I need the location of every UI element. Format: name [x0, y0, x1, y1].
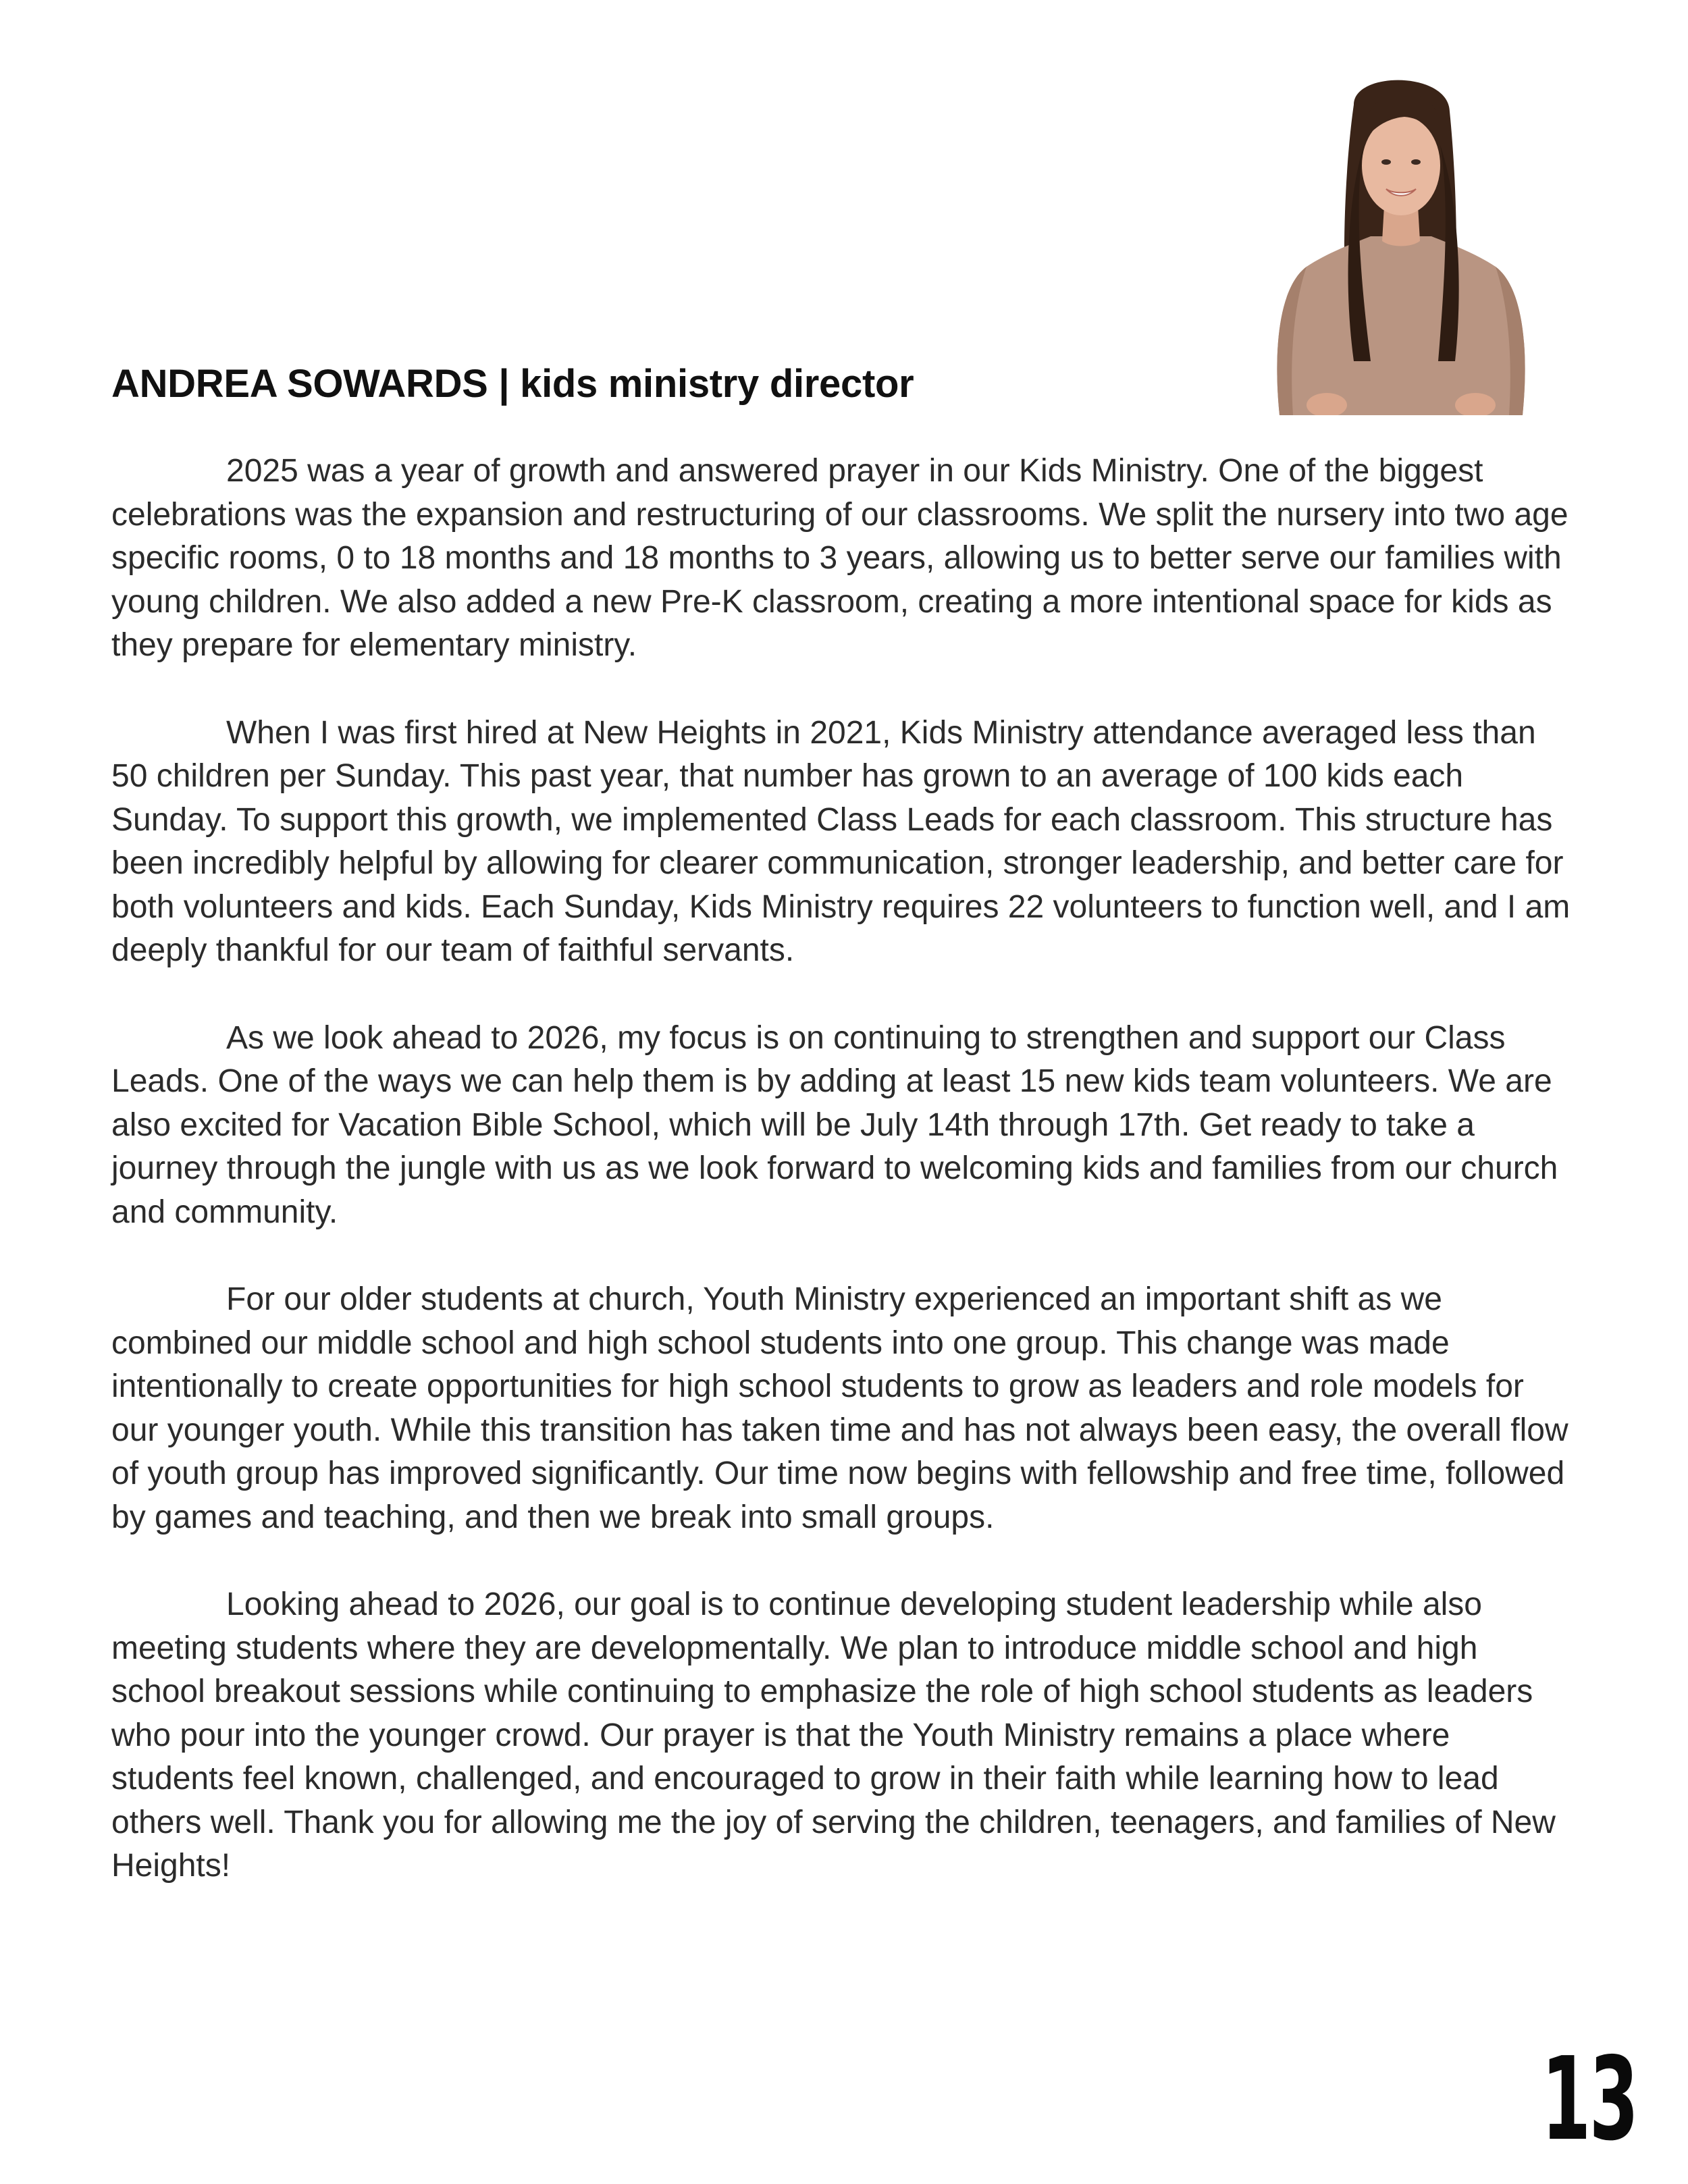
paragraph-4: For our older students at church, Youth Ministry experienced an important shift as we combined our middle school and high school students into one group. This change was made intentionally to create opportunities for high school students to grow as leaders and role models for our younger youth. While this transition has taken time and has not always been easy, the overall flow of youth group has improved significantly. Our time now begins with fellowship and free time, followed by games and teaching, and then we break into small groups.: [111, 1281, 1568, 1535]
staff-portrait-photo: [1252, 64, 1550, 415]
page-number: 13: [1541, 2033, 1637, 2166]
portrait-illustration: [1252, 64, 1550, 415]
paragraph-2: When I was first hired at New Heights in 2021, Kids Ministry attendance averaged less than 50 children per Sunday. This past year, that number has grown to an average of 100 kids each Sunday. To support this growth, we implemented Class Leads for each classroom. This structure has been incredibly helpful by allowing for clearer communication, stronger leadership, and better care for both volunteers and kids. Each Sunday, Kids Ministry requires 22 volunteers to function well, and I am deeply thankful for our team of faithful servants.: [111, 714, 1571, 968]
page-title: ANDREA SOWARDS | kids ministry director: [111, 362, 914, 406]
paragraph-1: 2025 was a year of growth and answered prayer in our Kids Ministry. One of the biggest celebrations was the expansion and restructuring of our classrooms. We split the nursery into two age specific rooms, 0 to 18 months and 18 months to 3 years, allowing us to better serve our families with young children. We also added a new Pre-K classroom, creating a more intentional space for kids as they prepare for elementary ministry.: [111, 453, 1568, 663]
article-body: [111, 450, 1577, 1932]
paragraph-5: Looking ahead to 2026, our goal is to continue developing student leadership while also meeting students where they are developmentally. We plan to introduce middle school and high school breakout sessions while continuing to emphasize the role of high school students as leaders who pour into the younger crowd. Our prayer is that the Youth Ministry remains a place where students feel known, challenged, and encouraged to grow in their faith while learning how to lead others well. Thank you for allowing me the joy of serving the children, teenagers, and families of New Heights!: [111, 1587, 1556, 1884]
paragraph-3: As we look ahead to 2026, my focus is on continuing to strengthen and support our Class Leads. One of the ways we can help them is by adding at least 15 new kids team volunteers. We are also excited for Vacation Bible School, which will be July 14th through 17th. Get ready to take a journey through the jungle with us as we look forward to welcoming kids and families from our church and community.: [111, 1019, 1558, 1230]
